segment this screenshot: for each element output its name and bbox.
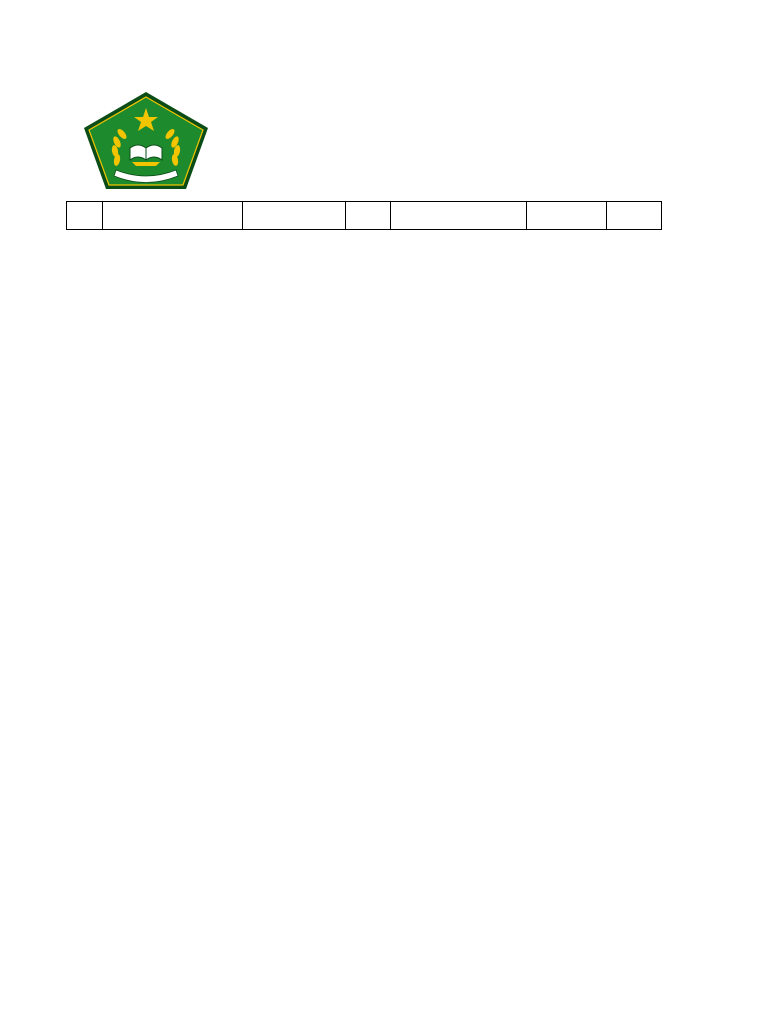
column-header [67,202,103,230]
column-header [346,202,391,230]
inventory-table [66,201,662,230]
column-header [527,202,607,230]
ministry-logo [80,90,212,192]
column-header [243,202,346,230]
column-header [391,202,527,230]
table-header-row [67,202,662,230]
column-header [103,202,243,230]
column-header [607,202,662,230]
